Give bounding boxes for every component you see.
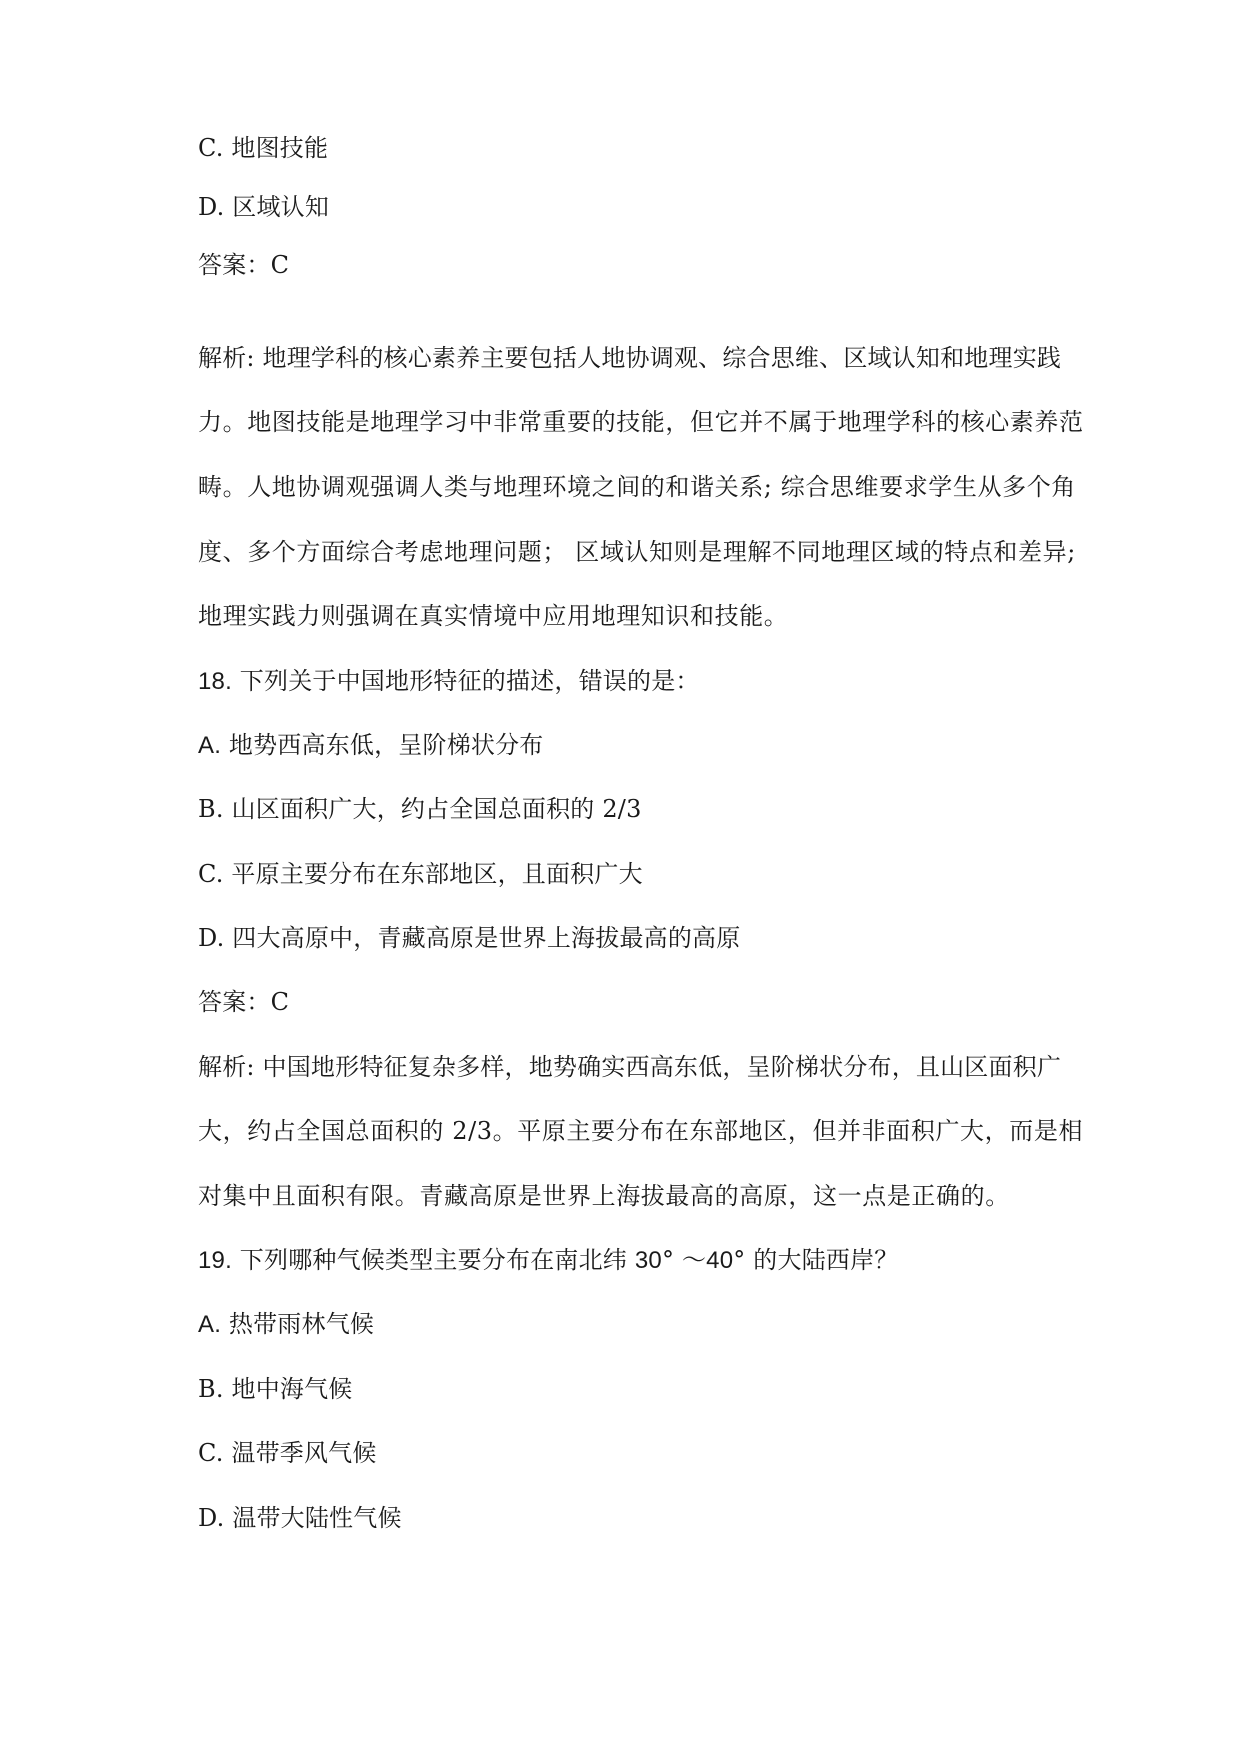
- q19-option-a: [198, 1308, 374, 1341]
- q17-analysis-line-3: 畴。人地协调观强调人类与地理环境之间的和谐关系; 综合思维要求学生从多个角: [198, 473, 1076, 501]
- q19-stem-part-3: ° 的大陆西岸？: [733, 1246, 899, 1274]
- q19-option-a-label: A.: [198, 1311, 222, 1338]
- q19-option-c: C. 温带季风气候: [198, 1439, 377, 1467]
- q18-answer: 答案：C: [198, 988, 290, 1016]
- q19-option-d: D. 温带大陆性气候: [198, 1504, 402, 1532]
- q18-analysis-line-2: 大，约占全国总面积的 2/3。平原主要分布在东部地区，但并非面积广大，而是相: [198, 1117, 1084, 1145]
- q17-option-c: C. 地图技能: [198, 134, 329, 162]
- q17-analysis-line-4: 度、多个方面综合考虑地理问题； 区域认知则是理解不同地理区域的特点和差异;: [198, 538, 1076, 566]
- q17-option-d: D. 区域认知: [198, 193, 330, 221]
- q18-number: 18.: [198, 668, 232, 695]
- q18-analysis-line-3: 对集中且面积有限。青藏高原是世界上海拔最高的高原，这一点是正确的。: [198, 1182, 1010, 1210]
- q19-option-b: B. 地中海气候: [198, 1375, 353, 1403]
- q19-question: [198, 1244, 899, 1277]
- q17-analysis-line-5: 地理实践力则强调在真实情境中应用地理知识和技能。: [198, 602, 789, 630]
- q18-option-d: D. 四大高原中，青藏高原是世界上海拔最高的高原: [198, 924, 741, 952]
- q18-option-a-text: 地势西高东低，呈阶梯状分布: [221, 731, 544, 759]
- q19-stem-part-2: ° ～: [661, 1246, 707, 1274]
- q18-option-b: B. 山区面积广大，约占全国总面积的 2/3: [198, 795, 642, 823]
- q17-analysis-line-1: 解析: 地理学科的核心素养主要包括人地协调观、综合思维、区域认知和地理实践: [198, 344, 1062, 372]
- q18-option-c: C. 平原主要分布在东部地区，且面积广大: [198, 860, 643, 888]
- q19-stem-part-1: 下列哪种气候类型主要分布在南北纬: [231, 1246, 635, 1274]
- q18-question: [198, 665, 700, 698]
- q19-option-a-text: 热带雨林气候: [221, 1310, 375, 1338]
- q18-option-a-label: A.: [198, 732, 222, 759]
- q17-analysis-line-2: 力。地图技能是地理学习中非常重要的技能，但它并不属于地理学科的核心素养范: [198, 408, 1084, 436]
- q18-option-a: [198, 729, 544, 762]
- q19-number: 19.: [198, 1247, 232, 1274]
- q19-latitude-2: 40: [706, 1247, 734, 1274]
- q18-analysis-line-1: 解析: 中国地形特征复杂多样，地势确实西高东低，呈阶梯状分布，且山区面积广: [198, 1053, 1062, 1081]
- q18-stem: 下列关于中国地形特征的描述，错误的是：: [231, 667, 700, 695]
- q19-latitude-1: 30: [634, 1247, 662, 1274]
- q17-answer: 答案：C: [198, 251, 290, 279]
